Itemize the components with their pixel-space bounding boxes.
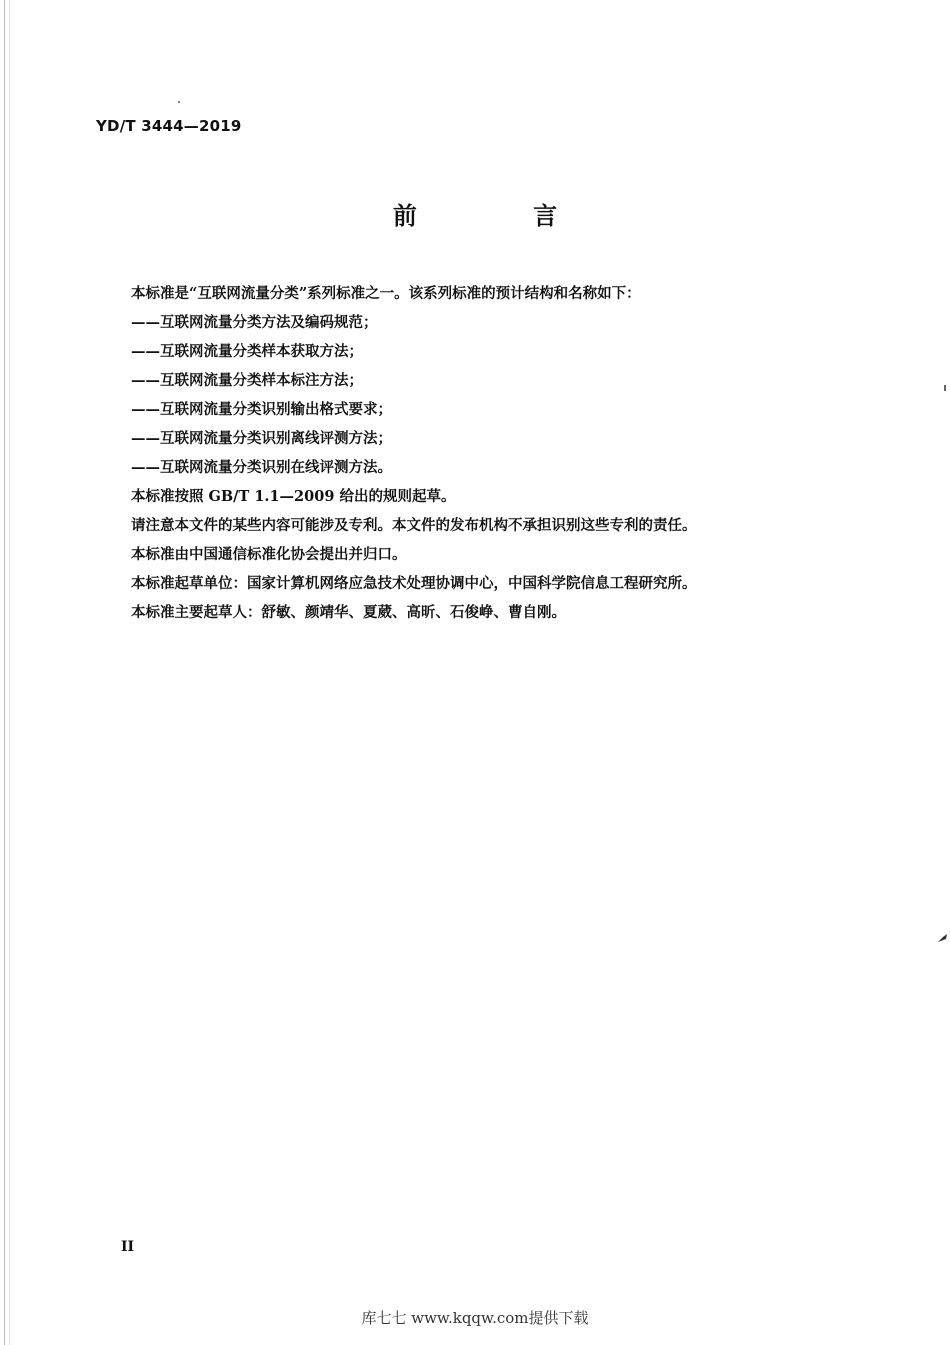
paragraph: 本标准起草单位：国家计算机网络应急技术处理协调中心，中国科学院信息工程研究所。 xyxy=(131,575,697,592)
page-number: II xyxy=(121,1239,135,1255)
page-title: 前 言 xyxy=(392,202,612,230)
list-item: ——互联网流量分类样本标注方法； xyxy=(131,372,363,389)
paragraph: 请注意本文件的某些内容可能涉及专利。本文件的发布机构不承担识别这些专利的责任。 xyxy=(131,517,697,534)
list-item: ——互联网流量分类识别输出格式要求； xyxy=(131,401,392,418)
preface-body xyxy=(131,279,811,627)
paragraph: 本标准是“互联网流量分类”系列标准之一。该系列标准的预计结构和名称如下： xyxy=(131,285,641,302)
document-code: YD/T 3444—2019 xyxy=(96,117,242,135)
paragraph: 本标准由中国通信标准化协会提出并归口。 xyxy=(131,546,407,563)
download-watermark: 库七七 www.kqqw.com提供下载 xyxy=(361,1309,589,1327)
list-item: ——互联网流量分类样本获取方法； xyxy=(131,343,363,360)
list-item: ——互联网流量分类识别离线评测方法； xyxy=(131,430,392,447)
list-item: ——互联网流量分类方法及编码规范； xyxy=(131,314,378,331)
list-item: ——互联网流量分类识别在线评测方法。 xyxy=(131,459,392,476)
paragraph: 本标准按照 GB/T 1.1—2009 给出的规则起草。 xyxy=(131,488,456,505)
scan-speck xyxy=(178,101,180,103)
scan-mark-right xyxy=(937,933,948,943)
paragraph: 本标准主要起草人：舒敏、颜靖华、夏葳、高昕、石俊峥、曹自刚。 xyxy=(131,604,566,621)
scan-speck-right xyxy=(944,385,946,391)
